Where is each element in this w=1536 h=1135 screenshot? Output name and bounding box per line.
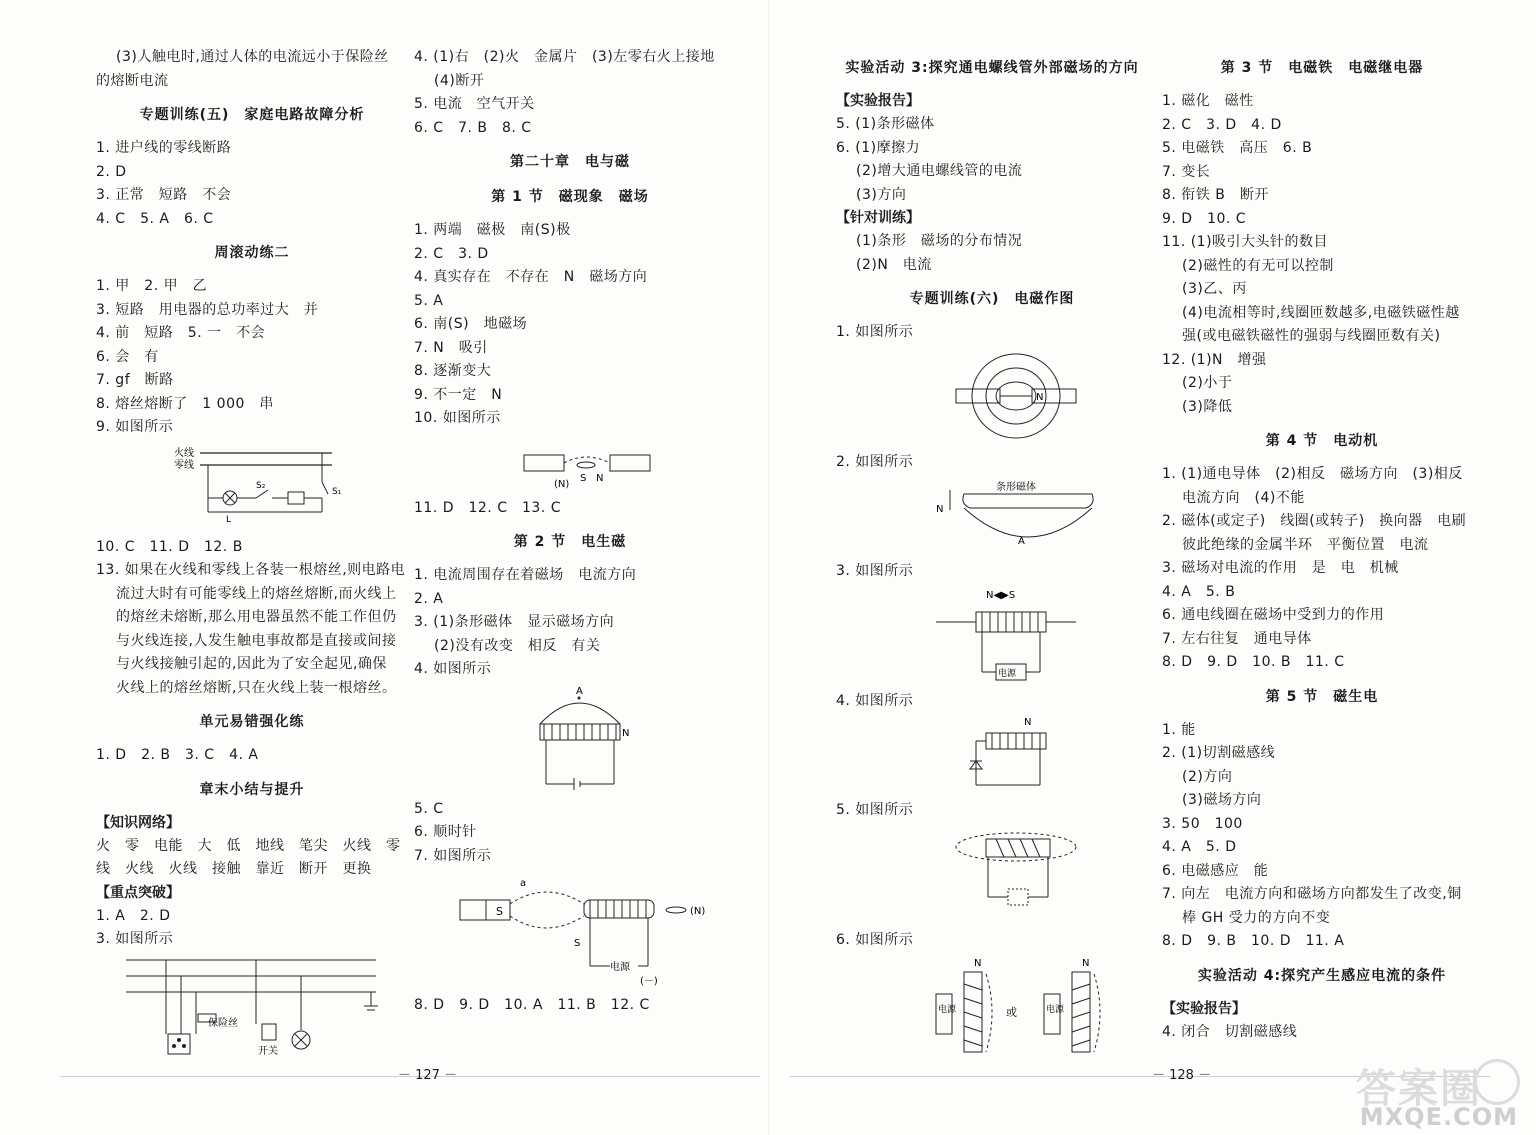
answer-line: 1. 电流周围存在着磁场 电流方向 (414, 567, 637, 583)
answer-line: 2. (1)切割磁感线 (1162, 745, 1276, 761)
column-2 (414, 46, 726, 1075)
bracket-heading: 【重点突破】 (96, 884, 180, 901)
answer-line: 9. 如图所示 (96, 419, 174, 435)
figure-magnet-solenoid-switch (414, 870, 726, 990)
answer-line: 5. C (414, 800, 444, 817)
figure-magnets-compass (414, 433, 726, 493)
answer-line: 9. 不一定 N (414, 386, 503, 403)
answer-line: 4. C 5. A 6. C (96, 210, 214, 227)
label-live-wire: 火线 (174, 447, 194, 459)
answer-line: (4)断开 (434, 72, 485, 89)
label-power-left: 电源 (938, 1005, 957, 1015)
answer-line: 7. 向左 电流方向和磁场方向都发生了改变,铜 (1162, 886, 1462, 902)
answer-line: 的熔断电流 (96, 72, 169, 89)
answer-line: 12. (1)N 增强 (1162, 351, 1267, 368)
answer-line: 3. 磁场对电流的作用 是 电 机械 (1162, 560, 1399, 576)
answer-line: 流过大时有可能零线上的熔丝熔断,而火线上 (116, 585, 397, 602)
answer-line: 6. 通电线圈在磁场中受到力的作用 (1162, 607, 1385, 623)
answer-line: 8. 逐渐变大 (414, 363, 492, 379)
label-a: a (520, 878, 527, 889)
answer-line: 棒 GH 受力的方向不变 (1182, 909, 1331, 926)
label-n: N (596, 472, 604, 484)
figure-electromagnet-loop (836, 825, 1148, 925)
label-n: N (1036, 391, 1044, 403)
section-heading: 周滚动练二 (214, 245, 290, 261)
answer-line: 1. A 2. D (96, 907, 171, 924)
answer-line: 7. N 吸引 (414, 339, 488, 356)
answer-line: 1. 能 (1162, 721, 1196, 738)
answer-line: 2. A (414, 590, 444, 607)
answer-line: 8. D 9. D 10. B 11. C (1162, 654, 1345, 670)
answer-line: 5. 电磁铁 高压 6. B (1162, 140, 1313, 156)
answer-line: 4. 闭合 切割磁感线 (1162, 1023, 1298, 1040)
answer-line: 4. A 5. B (1162, 583, 1236, 600)
label-lamp: L (226, 514, 232, 525)
answer-line: 3. (1)条形磁体 显示磁场方向 (414, 614, 615, 630)
answer-line: 电流方向 (4)不能 (1182, 489, 1305, 506)
page-number-left: － 127 － (398, 1068, 458, 1083)
answer-line: 6. 会 有 (96, 348, 159, 365)
answer-line: 8. D 9. B 10. D 11. A (1162, 933, 1345, 949)
label-switch-s: S (574, 938, 581, 949)
answer-line: 5. A (414, 292, 444, 309)
answer-line: 6. 电磁感应 能 (1162, 862, 1269, 879)
section-heading: 实验活动 4:探究产生感应电流的条件 (1197, 967, 1447, 984)
answer-line: 8. D 9. D 10. A 11. B 12. C (414, 997, 650, 1013)
label-ns: N◀▶S (986, 589, 1016, 601)
label-n: N (936, 504, 944, 515)
bracket-heading: 【实验报告】 (836, 93, 920, 109)
label-neutral-wire: 零线 (174, 459, 194, 471)
answer-line: 10. 如图所示 (414, 410, 501, 426)
label-n-paren: (N) (554, 478, 570, 490)
label-magnet-s: S (496, 905, 503, 918)
answer-line: 4. (1)右 (2)火 金属片 (3)左零右火上接地 (414, 49, 715, 65)
answer-line: 5. 如图所示 (836, 802, 914, 818)
watermark-top-text: 答案圈 (1356, 1066, 1482, 1112)
answer-line: 的熔丝未熔断,那么用电器虽然不能工作但仍 (116, 609, 397, 625)
answer-line: 2. C 3. D 4. D (1162, 116, 1282, 133)
label-s2: S₂ (256, 480, 266, 491)
section-heading: 专题训练(六) 电磁作图 (909, 291, 1075, 307)
answer-line: 4. A 5. D (1162, 839, 1237, 855)
section-heading: 第 5 节 磁生电 (1265, 688, 1379, 705)
figure-wiring-socket-fuse (96, 954, 408, 1064)
answer-line: 2. 如图所示 (836, 453, 914, 470)
section-heading: 单元易错强化练 (199, 714, 305, 730)
label-ammeter: A (576, 685, 583, 697)
answer-line: 6. (1)摩擦力 (836, 139, 921, 156)
answer-line: 强(或电磁铁磁性的强弱与线圈匝数有关) (1182, 328, 1441, 344)
label-power: 电源 (610, 962, 630, 973)
label-minus: (－) (640, 976, 658, 987)
answer-line: 6. C 7. B 8. C (414, 119, 532, 136)
label-n: N (622, 727, 630, 739)
figure-two-electromagnets (836, 954, 1148, 1064)
answer-line: (3)降低 (1182, 398, 1233, 415)
answer-line: (2)方向 (1182, 768, 1233, 785)
answer-line: 1. 磁化 磁性 (1162, 93, 1254, 109)
figure-bar-magnet-arc (836, 476, 1148, 556)
answer-line: (2)增大通电螺线管的电流 (856, 163, 1023, 179)
section-heading: 第二十章 电与磁 (510, 154, 630, 170)
answer-line: 3. 短路 用电器的总功率过大 并 (96, 301, 319, 318)
answer-line: 4. 如图所示 (414, 661, 492, 677)
answer-line: 1. D 2. B 3. C 4. A (96, 747, 259, 763)
answer-line: 2. 磁体(或定子) 线圈(或转子) 换向器 电刷 (1162, 513, 1467, 529)
answer-line: 7. 左右往复 通电导体 (1162, 630, 1312, 647)
answer-line: 3. 50 100 (1162, 815, 1243, 832)
section-heading: 专题训练(五) 家庭电路故障分析 (139, 107, 365, 123)
answer-line: 11. D 12. C 13. C (414, 499, 561, 516)
answer-line: 火线上的熔丝熔断,只在火线上装一根熔丝。 (116, 679, 397, 696)
bracket-heading: 【实验报告】 (1162, 1000, 1246, 1017)
answer-line: 1. 甲 2. 甲 乙 (96, 278, 208, 294)
section-heading: 第 1 节 磁现象 磁场 (491, 189, 649, 205)
figure-solenoid-ammeter (414, 684, 726, 794)
answer-line: 5. (1)条形磁体 (836, 116, 935, 132)
section-heading: 第 4 节 电动机 (1265, 433, 1379, 449)
answer-line: 1. 如图所示 (836, 324, 914, 340)
answer-line: 1. (1)通电导体 (2)相反 磁场方向 (3)相反 (1162, 466, 1463, 482)
watermark-bottom-text: MXQE.COM (1359, 1103, 1518, 1131)
answer-line: 10. C 11. D 12. B (96, 538, 243, 555)
column-1 (96, 46, 408, 1075)
answer-line: 4. 前 短路 5. 一 不会 (96, 325, 266, 341)
answer-line: 7. gf 断路 (96, 372, 174, 388)
answer-line: 7. 如图所示 (414, 847, 492, 864)
answer-line: 4. 真实存在 不存在 N 磁场方向 (414, 269, 648, 285)
answer-line: 3. 正常 短路 不会 (96, 187, 232, 203)
figure-field-lines-two-magnets (836, 347, 1148, 447)
answer-line: 6. 如图所示 (836, 931, 914, 948)
section-heading: 章末小结与提升 (199, 781, 305, 798)
answer-line: 1. 两端 磁极 南(S)极 (414, 222, 571, 238)
answer-line: (2)N 电流 (856, 256, 932, 273)
answer-line: 9. D 10. C (1162, 210, 1247, 227)
answer-line: (2)没有改变 相反 有关 (434, 637, 601, 654)
answer-line: 11. (1)吸引大头针的数目 (1162, 234, 1329, 250)
page-fold (768, 0, 770, 1135)
label-switch: 开关 (258, 1045, 278, 1057)
answer-line: 与火线接触引起的,因此为了安全起见,确保 (116, 656, 387, 672)
answer-line: 线 火线 火线 接触 靠近 断开 更换 (96, 861, 372, 877)
section-heading: 第 3 节 电磁铁 电磁继电器 (1220, 60, 1424, 76)
figure-household-circuit (96, 442, 408, 532)
label-fuse: 保险丝 (208, 1017, 238, 1029)
label-a: A (1018, 536, 1025, 547)
bracket-heading: 【知识网络】 (96, 814, 180, 831)
label-s1: S₁ (332, 486, 342, 497)
label-n: (N) (690, 906, 706, 917)
answer-line: 13. 如果在火线和零线上各装一根熔丝,则电路电 (96, 562, 406, 578)
answer-line: (1)条形 磁场的分布情况 (856, 233, 1023, 249)
section-heading: 实验活动 3:探究通电螺线管外部磁场的方向 (845, 60, 1139, 76)
answer-line: 1. 进户线的零线断路 (96, 140, 232, 156)
bracket-heading: 【针对训练】 (836, 210, 920, 226)
label-n: N (1024, 717, 1032, 728)
label-n-right: N (1082, 958, 1090, 969)
answer-line: (3)人触电时,通过人体的电流远小于保险丝 (116, 49, 389, 65)
answer-line: (3)方向 (856, 186, 907, 203)
page-number-right: － 128 － (1152, 1068, 1212, 1083)
answer-line: 4. 如图所示 (836, 692, 914, 709)
answer-line: 2. C 3. D (414, 245, 489, 262)
label-n-left: N (974, 958, 982, 969)
label-bar-magnet: 条形磁体 (996, 482, 1036, 493)
answer-line: (3)乙、丙 (1182, 281, 1247, 297)
answer-line: 5. 电流 空气开关 (414, 96, 535, 112)
answer-line: 8. 衔铁 B 断开 (1162, 187, 1269, 203)
figure-solenoid-diode (836, 715, 1148, 795)
answer-line: 3. 如图所示 (96, 931, 174, 947)
label-power: 电源 (998, 668, 1017, 679)
answer-line: 8. 熔丝熔断了 1 000 串 (96, 395, 274, 412)
label-or: 或 (1006, 1006, 1017, 1019)
answer-line: (2)小于 (1182, 375, 1233, 391)
answer-line: 3. 如图所示 (836, 563, 914, 579)
answer-line: 火 零 电能 大 低 地线 笔尖 火线 零 (96, 837, 401, 854)
answer-line: 7. 变长 (1162, 163, 1211, 180)
label-power-right: 电源 (1046, 1005, 1065, 1015)
answer-line: 6. 顺时针 (414, 824, 477, 840)
answer-line: (3)磁场方向 (1182, 792, 1262, 808)
answer-line: (2)磁性的有无可以控制 (1182, 257, 1334, 274)
answer-line: 与火线连接,人发生触电事故都是直接或间接 (116, 632, 397, 649)
section-heading: 第 2 节 电生磁 (513, 534, 627, 550)
figure-solenoid-compass (836, 586, 1148, 686)
column-4 (1162, 46, 1482, 1075)
answer-line: (4)电流相等时,线圈匝数越多,电磁铁磁性越 (1182, 304, 1460, 321)
column-3 (836, 46, 1148, 1075)
label-s: S (580, 472, 587, 484)
watermark-logo (1330, 1053, 1530, 1133)
answer-line: 彼此绝缘的金属半环 平衡位置 电流 (1182, 536, 1429, 553)
answer-line: 2. D (96, 163, 127, 180)
answer-line: 6. 南(S) 地磁场 (414, 316, 528, 332)
